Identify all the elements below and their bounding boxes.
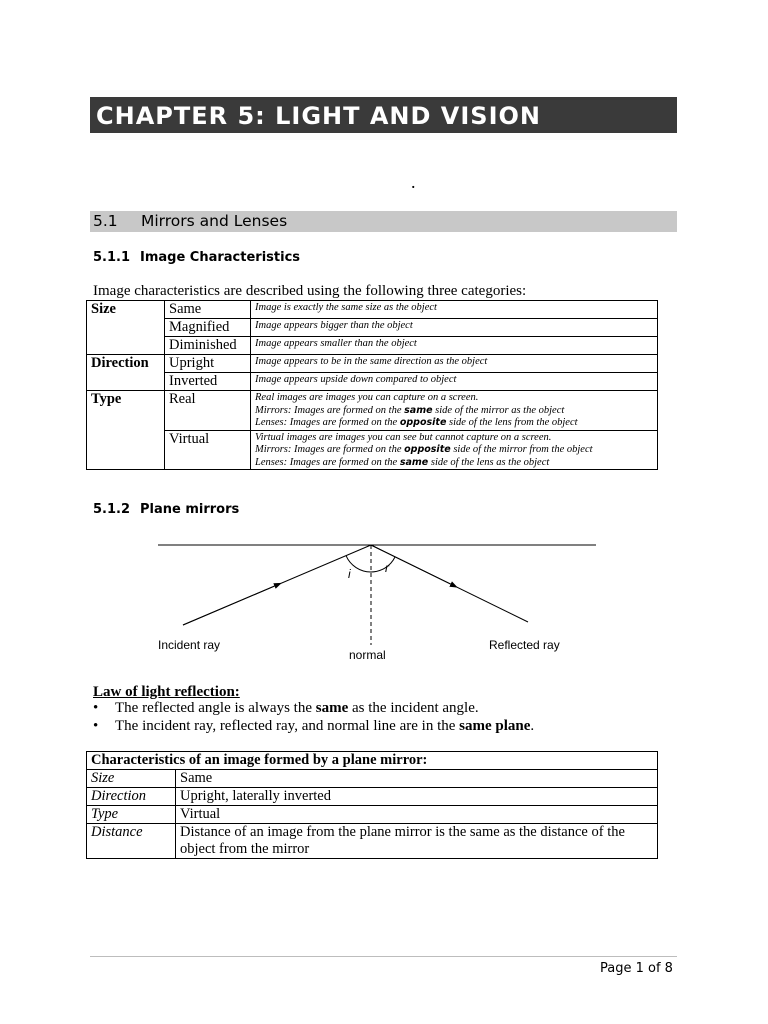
plane-distance-key: Distance [87, 824, 176, 859]
normal-label: normal [349, 648, 386, 662]
plane-mirror-characteristics-table [86, 751, 658, 859]
page-number: Page 1 of 8 [600, 961, 673, 976]
bullet-mark: • [93, 718, 99, 734]
plane-distance-value: Distance of an image from the plane mirror is the same as the distance of the object from the mirror [176, 824, 658, 859]
plane-table-heading: Characteristics of an image formed by a plane mirror: [87, 752, 658, 770]
incident-arrow-icon [183, 584, 280, 625]
subsection-number: 5.1.2 [93, 502, 131, 517]
reflected-arrow-icon [371, 545, 456, 587]
plane-size-value: Same [176, 770, 658, 788]
footer-divider [90, 956, 677, 957]
reflected-ray-label: Reflected ray [489, 638, 560, 652]
real-desc-line-2 [255, 405, 653, 418]
virtual-desc-line-3 [255, 457, 653, 470]
section-number: 5.1 [93, 212, 118, 230]
law-bullet-1-text-end: as the incident angle. [348, 700, 479, 716]
type-real-desc [251, 391, 658, 431]
subsection-title: Image Characteristics [140, 250, 301, 265]
subsection-number: 5.1.1 [93, 250, 131, 265]
real-lenses-emphasis: opposite [399, 417, 447, 428]
virtual-mirrors-text: Mirrors: Images are formed on the [255, 444, 405, 455]
subsection-title: Plane mirrors [140, 502, 240, 517]
plane-direction-key: Direction [87, 788, 176, 806]
law-bullet-1-emphasis: same [315, 700, 349, 716]
size-diminished-desc: Image appears smaller than the object [251, 337, 658, 355]
law-bullet-2-emphasis: same plane [459, 718, 531, 734]
incident-angle-label: i [348, 567, 351, 581]
chapter-title: CHAPTER 5: LIGHT AND VISION [96, 102, 541, 130]
bullet-mark: • [93, 700, 99, 716]
law-bullet-2-text: The incident ray, reflected ray, and normal line are in the [115, 718, 460, 734]
type-label: Type [87, 391, 165, 470]
real-lenses-text: Lenses: Images are formed on the [255, 417, 400, 428]
subsection-heading-plane-mirrors [93, 502, 239, 517]
virtual-mirrors-emphasis: opposite [404, 444, 451, 455]
plane-type-key: Type [87, 806, 176, 824]
subsection-heading-image-characteristics [93, 250, 300, 265]
image-characteristics-table [86, 300, 658, 470]
reflected-angle-label: r [385, 561, 389, 575]
type-virtual-desc [251, 430, 658, 470]
virtual-desc-line-2 [255, 444, 653, 457]
type-virtual: Virtual [165, 430, 251, 470]
virtual-lenses-text: Lenses: Images are formed on the [255, 456, 400, 468]
plane-type-value: Virtual [176, 806, 658, 824]
direction-label: Direction [87, 355, 165, 391]
real-desc-line-1: Real images are images you can capture on a screen. [255, 392, 479, 403]
direction-inverted-desc: Image appears upside down compared to object [251, 373, 658, 391]
size-diminished: Diminished [165, 337, 251, 355]
real-mirrors-text: Mirrors: Images are formed on the [255, 404, 405, 416]
virtual-lenses-text-end: side of the lens as the object [428, 456, 550, 468]
direction-upright-desc: Image appears to be in the same direction as the object [251, 355, 658, 373]
section-title: Mirrors and Lenses [141, 212, 288, 230]
plane-direction-value: Upright, laterally inverted [176, 788, 658, 806]
law-bullet-2 [93, 718, 534, 735]
law-bullet-1 [93, 700, 479, 717]
law-bullet-2-text-end: . [530, 718, 535, 734]
real-mirrors-emphasis: same [404, 404, 433, 416]
size-magnified: Magnified [165, 319, 251, 337]
plane-size-key: Size [87, 770, 176, 788]
reflected-angle-arc [371, 557, 395, 572]
virtual-lenses-emphasis: same [399, 456, 429, 468]
real-mirrors-text-end: side of the mirror as the object [432, 404, 565, 416]
intro-paragraph: Image characteristics are described using the following three categories: [93, 283, 527, 299]
real-desc-line-3 [255, 417, 653, 430]
law-heading: Law of light reflection: [93, 684, 240, 700]
stray-dot: . [411, 172, 416, 192]
virtual-mirrors-text-end: side of the mirror from the object [450, 444, 593, 455]
direction-upright: Upright [165, 355, 251, 373]
size-same: Same [165, 301, 251, 319]
size-same-desc: Image is exactly the same size as the object [251, 301, 658, 319]
section-heading [93, 211, 287, 232]
law-bullet-1-text: The reflected angle is always the [115, 700, 316, 716]
size-magnified-desc: Image appears bigger than the object [251, 319, 658, 337]
incident-ray-label: Incident ray [158, 638, 221, 652]
plane-mirror-diagram [150, 535, 610, 670]
real-lenses-text-end: side of the lens from the object [446, 417, 578, 428]
direction-inverted: Inverted [165, 373, 251, 391]
size-label: Size [87, 301, 165, 355]
type-real: Real [165, 391, 251, 431]
virtual-desc-line-1: Virtual images are images you can see but cannot capture on a screen. [255, 431, 552, 443]
